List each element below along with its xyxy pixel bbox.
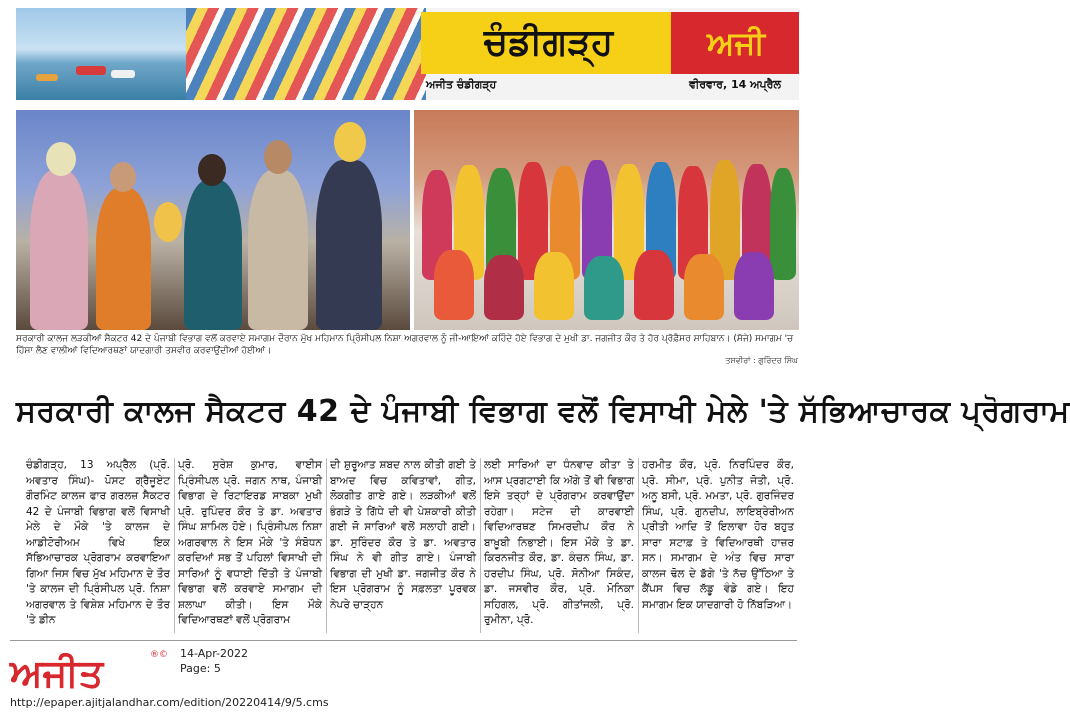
column-divider [480,458,481,633]
article-column-4: ਲਈ ਸਾਰਿਆਂ ਦਾ ਧੰਨਵਾਦ ਕੀਤਾ ਤੇ ਆਸ ਪ੍ਰਗਟਾਈ ਕਿ ਅੱਗੇ ਤੋਂ ਵੀ ਵਿਭਾਗ ਇਸੇ ਤਰ੍ਹਾਂ ਦੇ ਪ੍ਰੋਗਰਾਮ ਕਰਵਾਉਂਦਾ ਰਹੇਗਾ। ਸਟੇਜ ਦੀ ਕਾਰਵਾਈ ਵਿਦਿਆਰਥਣ ਸਿਮਰਦੀਪ ਕੌਰ ਨੇ ਬਾਖ਼ੂਬੀ ਨਿਭਾਈ। ਇਸ ਮੌਕੇ ਤੇ ਡਾ. ਕਿਰਨਜੀਤ ਕੌਰ, ਡਾ. ਕੰਚਨ ਸਿੰਘ, ਡਾ. ਹਰਦੀਪ ਸਿੰਘ, ਪ੍ਰੋ. ਸੋਨੀਆ ਸਿਕੰਦ, ਡਾ. ਜਸਵੀਰ ਕੌਰ, ਪ੍ਰੋ. ਮੋਨਿਕਾ ਸਹਿਗਲ, ਪ੍ਰੋ. ਗੀਤਾਂਜਲੀ, ਪ੍ਰੋ. ਰੁਮੀਨਾ, ਪ੍ਰੋ. [484,459,634,626]
boat-shape [76,66,106,75]
article-column-3: ਦੀ ਸ਼ੁਰੂਆਤ ਸ਼ਬਦ ਨਾਲ ਕੀਤੀ ਗਈ ਤੇ ਬਾਅਦ ਵਿਚ ਕਵਿਤਾਵਾਂ, ਗੀਤ, ਲੋਕਗੀਤ ਗਾਏ ਗਏ। ਲੜਕੀਆਂ ਵਲੋਂ ਭੰਗੜੇ ਤੇ ਗਿੱਧੇ ਦੀ ਵੀ ਪੇਸ਼ਕਾਰੀ ਕੀਤੀ ਗਈ ਜੋ ਸਾਰਿਆਂ ਵਲੋਂ ਸਲਾਹੀ ਗਈ। ਡਾ. ਸੁਰਿੰਦਰ ਕੌਰ ਤੇ ਡਾ. ਅਵਤਾਰ ਸਿੰਘ ਨੇ ਵੀ ਗੀਤ ਗਾਏ। ਪੰਜਾਬੀ ਵਿਭਾਗ ਦੀ ਮੁਖੀ ਡਾ. ਜਗਜੀਤ ਕੌਰ ਨੇ ਇਸ ਪ੍ਰੋਗਰਾਮ ਨੂੰ ਸਫ਼ਲਤਾ ਪੂਰਵਕ ਨੇਪਰੇ ਚਾੜ੍ਹਨ [330,459,476,611]
article-column-5: ਹਰਮੀਤ ਕੌਰ, ਪ੍ਰੋ. ਨਿਰਪਿੰਦਰ ਕੌਰ, ਪ੍ਰੋ. ਸੀਮਾ, ਪ੍ਰੋ. ਪੁਨੀਤ ਜੋਤੀ, ਪ੍ਰੋ. ਅਨੂ ਬਸੀ, ਪ੍ਰੋ. ਮਮਤਾ, ਪ੍ਰੋ. ਗੁਰਜਿੰਦਰ ਸਿੰਘ, ਪ੍ਰੋ. ਗੁਨਦੀਪ, ਲਾਇਬ੍ਰੇਰੀਅਨ ਪ੍ਰੀਤੀ ਆਦਿ ਤੋਂ ਇਲਾਵਾ ਹੋਰ ਬਹੁਤ ਸਾਰਾ ਸਟਾਫ਼ ਤੇ ਵਿਦਿਆਰਥੀ ਹਾਜ਼ਰ ਸਨ। ਸਮਾਗਮ ਦੇ ਅੰਤ ਵਿਚ ਸਾਰਾ ਕਾਲਜ ਢੋਲ ਦੇ ਡੱਗੇ 'ਤੇ ਨੱਚ ਉੱਠਿਆ ਤੇ ਕੈਂਪਸ ਵਿਚ ਲੱਡੂ ਵੰਡੇ ਗਏ। ਇਹ ਸਮਾਗਮ ਇਕ ਯਾਦਗਾਰੀ ਹੋ ਨਿੱਬੜਿਆ। [642,459,794,611]
masthead-decoration [186,8,426,100]
article-column-1: ਚੰਡੀਗੜ੍ਹ, 13 ਅਪ੍ਰੈਲ (ਪ੍ਰੋ. ਅਵਤਾਰ ਸਿੰਘ)- ਪੋਸਟ ਗ੍ਰੈਜੂਏਟ ਗੌਰਮਿੰਟ ਕਾਲਜ ਫਾਰ ਗਰਲਜ਼ ਸੈਕਟਰ 42 ਦੇ ਪੰਜਾਬੀ ਵਿਭਾਗ ਵਲੋਂ ਵਿਸਾਖੀ ਮੇਲੇ ਦੇ ਮੌਕੇ 'ਤੇ ਕਾਲਜ ਦੇ ਆਡੀਟੋਰੀਅਮ ਵਿਖੇ ਇਕ ਸੱਭਿਆਚਾਰਕ ਪ੍ਰੋਗਰਾਮ ਕਰਵਾਇਆ ਗਿਆ ਜਿਸ ਵਿਚ ਮੁੱਖ ਮਹਿਮਾਨ ਦੇ ਤੌਰ 'ਤੇ ਕਾਲਜ ਦੀ ਪ੍ਰਿੰਸੀਪਲ ਪ੍ਰੋ. ਨਿਸ਼ਾ ਅਗਰਵਾਲ ਤੇ ਵਿਸ਼ੇਸ਼ ਮਹਿਮਾਨ ਦੇ ਤੌਰ 'ਤੇ ਡੀਨ [26,459,170,626]
column-divider [174,458,175,633]
edition-date: 14-Apr-2022 [180,647,249,660]
masthead-lake-photo [16,8,186,100]
boat-shape [111,70,135,78]
newspaper-logo: ਅਜੀਤ [10,650,104,695]
masthead-brand: ਅਜੀ [706,24,766,62]
photo-students-group [414,110,799,330]
masthead-date: ਵੀਰਵਾਰ, 14 ਅਪ੍ਰੈਲ [689,78,781,91]
boat-shape [36,74,58,81]
column-divider [638,458,639,633]
edition-url[interactable]: http://epaper.ajitjalandhar.com/edition/20220414/9/5.cms [10,696,329,709]
column-divider [326,458,327,633]
footer-divider [10,640,797,641]
section-subtitle: ਅਜੀਤ ਚੰਡੀਗੜ੍ਹ [426,78,497,91]
article-headline: ਸਰਕਾਰੀ ਕਾਲਜ ਸੈਕਟਰ 42 ਦੇ ਪੰਜਾਬੀ ਵਿਭਾਗ ਵਲੋਂ ਵਿਸਾਖੀ ਮੇਲੇ 'ਤੇ ਸੱਭਿਆਚਾਰਕ ਪ੍ਰੋਗਰਾਮ [16,394,1070,429]
edition-page: Page: 5 [180,662,221,675]
article-column-2: ਪ੍ਰੋ. ਸੁਰੇਸ਼ ਕੁਮਾਰ, ਵਾਈਸ ਪ੍ਰਿੰਸੀਪਲ ਪ੍ਰੋ. ਜਗਨ ਨਾਥ, ਪੰਜਾਬੀ ਵਿਭਾਗ ਦੇ ਰਿਟਾਇਰਡ ਸਾਬਕਾ ਮੁਖੀ ਪ੍ਰੋ. ਰੁਪਿੰਦਰ ਕੌਰ ਤੇ ਡਾ. ਅਵਤਾਰ ਸਿੰਘ ਸ਼ਾਮਿਲ ਹੋਏ। ਪ੍ਰਿੰਸੀਪਲ ਨਿਸ਼ਾ ਅਗਰਵਾਲ ਨੇ ਇਸ ਮੌਕੇ 'ਤੇ ਸੰਬੋਧਨ ਕਰਦਿਆਂ ਸਭ ਤੋਂ ਪਹਿਲਾਂ ਵਿਸਾਖੀ ਦੀ ਸਾਰਿਆਂ ਨੂੰ ਵਧਾਈ ਦਿੱਤੀ ਤੇ ਪੰਜਾਬੀ ਵਿਭਾਗ ਵਲੋਂ ਕਰਵਾਏ ਸਮਾਗਮ ਦੀ ਸ਼ਲਾਘਾ ਕੀਤੀ। ਇਸ ਮੌਕੇ ਵਿਦਿਆਰਥਣਾਂ ਵਲੋਂ ਪ੍ਰੋਗਰਾਮ [178,459,322,626]
section-city-name: ਚੰਡੀਗੜ੍ਹ [483,22,614,63]
photo-felicitation [16,110,410,330]
photo-credit: ਤਸਵੀਰਾਂ : ਗੁਰਿੰਦਰ ਸਿੰਘ [725,356,798,365]
masthead [16,8,799,100]
photo-caption: ਸਰਕਾਰੀ ਕਾਲਜ ਲੜਕੀਆਂ ਸੈਕਟਰ 42 ਦੇ ਪੰਜਾਬੀ ਵਿਭਾਗ ਵਲੋਂ ਕਰਵਾਏ ਸਮਾਗਮ ਦੌਰਾਨ ਮੁੱਖ ਮਹਿਮਾਨ ਪ੍ਰਿੰਸੀਪਲ ਨਿਸ਼ਾ ਅਗਰਵਾਲ ਨੂੰ ਜੀ-ਆਇਆਂ ਕਹਿੰਦੇ ਹੋਏ ਵਿਭਾਗ ਦੇ ਮੁਖੀ ਡਾ. ਜਗਜੀਤ ਕੌਰ ਤੇ ਹੋਰ ਪ੍ਰੋਫ਼ੈਸਰ ਸਾਹਿਬਾਨ। (ਸੱਜੇ) ਸਮਾਗਮ 'ਚ ਹਿੱਸਾ ਲੈਣ ਵਾਲੀਆਂ ਵਿਦਿਆਰਥਣਾਂ ਯਾਦਗਾਰੀ ਤਸਵੀਰ ਕਰਵਾਉਂਦੀਆਂ ਹੋਈਆਂ। [16,334,794,356]
registered-mark: ®© [150,650,168,660]
